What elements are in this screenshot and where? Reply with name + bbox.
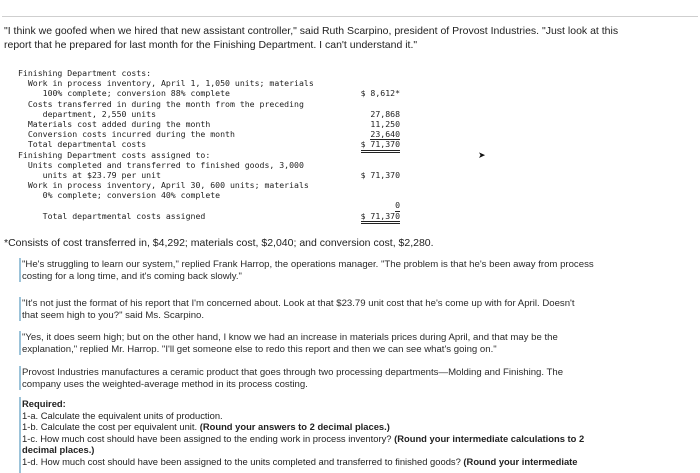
quote-bar	[19, 258, 21, 282]
wip-end-amount: 0	[395, 200, 400, 211]
quote-bar	[19, 366, 21, 390]
question-1c-continued: decimal places.)	[22, 444, 95, 456]
quote-bar	[19, 331, 21, 355]
intro-line-1: "I think we goofed when we hired that new assistant controller," said Ruth Scarpino, president of Provost Industries. "Just look at this	[4, 25, 619, 37]
required-title: Required:	[22, 398, 66, 409]
p3-line-1: "Yes, it does seem high; but on the other hand, I know we had an increase in materials prices during April, and that may be the	[22, 332, 558, 343]
wip-end-label-1: Work in process inventory, April 30, 600 units; materials	[18, 180, 309, 191]
p1-line-2: costing for a long time, and it's coming back slowly."	[22, 271, 242, 282]
intro-line-2: report that he prepared for last month for the Finishing Department. I can't understand it."	[4, 39, 418, 51]
total-assigned-amount: $ 71,370	[361, 211, 400, 224]
p2-line-2: that seem high to you?" said Ms. Scarpino.	[22, 310, 205, 321]
wip-begin-label-1: Work in process inventory, April 1, 1,050 units; materials	[18, 78, 314, 89]
intro-paragraph	[4, 24, 664, 52]
total-assigned-label: Total departmental costs assigned	[18, 210, 206, 221]
required-section	[22, 398, 682, 468]
p1-line-1: "He's struggling to learn our system," replied Frank Harrop, the operations manager. "The problem is that he's been away from process	[22, 259, 594, 270]
conversion-label: Conversion costs incurred during the month	[18, 129, 235, 140]
report-heading: Finishing Department costs:	[18, 68, 152, 78]
top-divider	[2, 16, 698, 17]
question-1a: 1-a. Calculate the equivalent units of production.	[22, 409, 223, 421]
wip-begin-label-2: 100% complete; conversion 88% complete	[18, 88, 230, 99]
quote-bar	[19, 397, 21, 473]
total-label: Total departmental costs	[18, 139, 147, 150]
dialogue-paragraph-3	[22, 332, 662, 356]
wip-end-label-2: 0% complete; conversion 40% complete	[18, 190, 221, 201]
transferred-amount: 27,868	[370, 108, 400, 119]
question-1d: 1-d. How much cost should have been assigned to the units completed and transferred to finished goods? (Round your intermediate	[22, 455, 578, 467]
quote-bar	[19, 297, 21, 321]
mouse-pointer-icon: ➤	[478, 150, 486, 160]
completed-amount: $ 71,370	[360, 169, 400, 180]
dialogue-paragraph-2	[22, 298, 662, 322]
p4-line-1: Provost Industries manufactures a ceramic product that goes through two processing departments—Molding and Finishing. The	[22, 367, 564, 378]
total-amount: $ 71,370	[361, 139, 400, 152]
transferred-label-2: department, 2,550 units	[18, 108, 157, 119]
completed-label-1: Units completed and transferred to finished goods, 3,000	[18, 159, 304, 170]
p2-line-1: "It's not just the format of his report that I'm concerned about. Look at that $23.79 unit cost that he's come up with for April. Doesn't	[22, 298, 575, 309]
dialogue-paragraph-1	[22, 259, 662, 283]
cost-report	[18, 68, 418, 221]
materials-label: Materials cost added during the month	[18, 118, 211, 129]
p3-line-2: explanation," replied Mr. Harrop. "I'll get someone else to redo this report and then we can see what's going on."	[22, 344, 497, 355]
question-1c: 1-c. How much cost should have been assigned to the ending work in process inventory? (Round your intermediate calculations to 2	[22, 432, 585, 444]
wip-begin-amount: $ 8,612*	[360, 88, 400, 99]
question-1b: 1-b. Calculate the cost per equivalent unit. (Round your answers to 2 decimal places.)	[22, 421, 390, 433]
completed-label-2: units at $23.79 per unit	[18, 169, 161, 180]
transferred-label-1: Costs transferred in during the month from the preceding	[18, 98, 304, 109]
assigned-heading: Finishing Department costs assigned to:	[18, 149, 211, 160]
report-footnote: *Consists of cost transferred in, $4,292; materials cost, $2,040; and conversion cost, $2,280.	[4, 237, 434, 249]
conversion-amount: 23,640	[370, 129, 400, 140]
materials-amount: 11,250	[370, 118, 400, 129]
company-paragraph	[22, 367, 662, 391]
p4-line-2: company uses the weighted-average method in its process costing.	[22, 379, 308, 390]
